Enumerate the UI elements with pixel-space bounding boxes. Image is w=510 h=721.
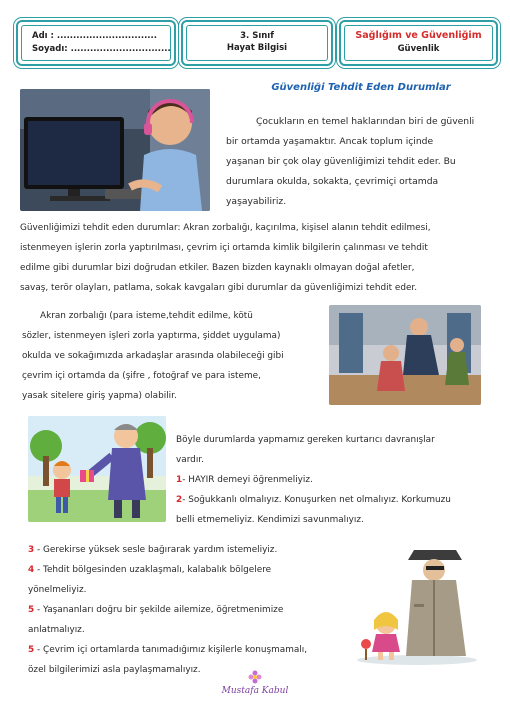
rule-number: 1 xyxy=(176,475,183,485)
intro-line: yaşanan bir çok olay güvenliğimizi tehdit eder. Bu xyxy=(226,156,456,167)
rule-number: 4 xyxy=(28,565,35,575)
rule-number: 5 xyxy=(28,605,35,615)
boy-at-computer-image xyxy=(20,89,210,211)
threats-line: savaş, terör olayları, patlama, sokak kavgaları gibi durumlar da güvenliğimizi tehdit eder. xyxy=(20,283,418,293)
intro-line: yaşayabiliriz. xyxy=(226,196,287,207)
intro-paragraph xyxy=(226,112,494,212)
student-info-box xyxy=(16,20,176,66)
stranger-and-child-image xyxy=(352,544,482,666)
rule-item xyxy=(176,470,494,490)
bullying-line: yasak sitelere giriş yapma) olabilir. xyxy=(22,391,177,401)
rule-item xyxy=(176,490,494,510)
bullying-line: sözler, istenmeyen işleri zorla yaptırma, şiddet uygulama) xyxy=(22,331,281,341)
rule-text: - Yaşananları doğru bir şekilde ailemize, öğretmenimize xyxy=(34,605,284,615)
class-info-box xyxy=(181,20,333,66)
rescue-line: vardır. xyxy=(176,455,204,465)
rule-item xyxy=(28,660,348,680)
bullying-line: Akran zorbalığı (para isteme,tehdit edilme, kötü xyxy=(40,311,253,321)
grade-label: 3. Sınıf xyxy=(240,31,274,41)
rule-item xyxy=(28,600,348,620)
flower-logo-icon xyxy=(248,670,262,684)
bullying-line: okulda ve sokağımızda arkadaşlar arasında olabileceği gibi xyxy=(22,351,284,361)
rule-text: - Gerekirse yüksek sesle bağırarak yardım istemeliyiz. xyxy=(34,545,278,555)
bullying-scene-image xyxy=(329,305,481,405)
bullying-paragraph xyxy=(22,306,327,406)
unit-title: Sağlığım ve Güvenliğim xyxy=(355,30,482,41)
rule-text: özel bilgilerimizi asla paylaşmamalıyız. xyxy=(28,665,201,675)
subject-label: Hayat Bilgisi xyxy=(226,43,288,53)
rescue-line: Böyle durumlarda yapmamız gereken kurtarıcı davranışlar xyxy=(176,435,435,445)
name-field-label: Adı : ............................... xyxy=(32,31,157,41)
topic-subtitle: Güvenlik xyxy=(397,44,440,54)
threats-paragraph xyxy=(20,218,500,298)
page-title: Güvenliği Tehdit Eden Durumlar xyxy=(271,82,451,93)
rule-text: belli etmemeliyiz. Kendimizi savunmalıyız. xyxy=(176,515,364,525)
rescue-paragraph xyxy=(176,430,494,530)
rule-text: - Soğukkanlı olmalıyız. Konuşurken net olmalıyız. Korkumuzu xyxy=(182,495,451,505)
threats-line: Güvenliğimizi tehdit eden durumlar: Akran zorbalığı, kaçırılma, kişisel alanın tehdit edilmesi, xyxy=(20,223,431,233)
intro-line: Çocukların en temel haklarından biri de güvenli xyxy=(256,116,475,127)
intro-line: durumlara okulda, sokakta, çevrimiçi ortamda xyxy=(226,176,439,187)
topic-info-box xyxy=(339,20,498,66)
rule-item xyxy=(28,580,348,600)
rule-number: 5 xyxy=(28,645,35,655)
rule-text: anlatmalıyız. xyxy=(28,625,85,635)
bullying-line: çevrim içi ortamda da (şifre , fotoğraf ve para isteme, xyxy=(22,371,261,381)
rule-text: - Çevrim içi ortamlarda tanımadığımız kişilerle konuşmamalı, xyxy=(34,645,308,655)
rule-text: - Tehdit bölgesinden uzaklaşmalı, kalabalık bölgelere xyxy=(34,565,272,575)
rule-text: yönelmeliyiz. xyxy=(28,585,87,595)
rule-text: - HAYIR demeyi öğrenmeliyiz. xyxy=(182,475,313,485)
author-signature: Mustafa Kabul xyxy=(221,686,289,696)
threats-line: edilme gibi durumlar bizi doğrudan etkiler. Bazen bizden kaynaklı olmayan doğal afetler, xyxy=(20,263,415,273)
rule-number: 2 xyxy=(176,495,183,505)
rule-item xyxy=(28,620,348,640)
rule-item xyxy=(176,510,494,530)
surname-field-label: Soyadı: ............................... xyxy=(32,44,171,54)
rule-item xyxy=(28,560,348,580)
rule-item xyxy=(28,540,348,560)
stranger-with-gift-image xyxy=(28,416,166,522)
threats-line: istenmeyen işlerin zorla yaptırılması, çevrim içi ortamda kimlik bilgilerin çalınması ve tehdit xyxy=(20,243,428,253)
rule-item xyxy=(28,640,348,660)
intro-line: bir ortamda yaşamaktır. Ancak toplum içinde xyxy=(226,136,434,147)
rules-list xyxy=(28,540,348,680)
rule-number: 3 xyxy=(28,545,35,555)
